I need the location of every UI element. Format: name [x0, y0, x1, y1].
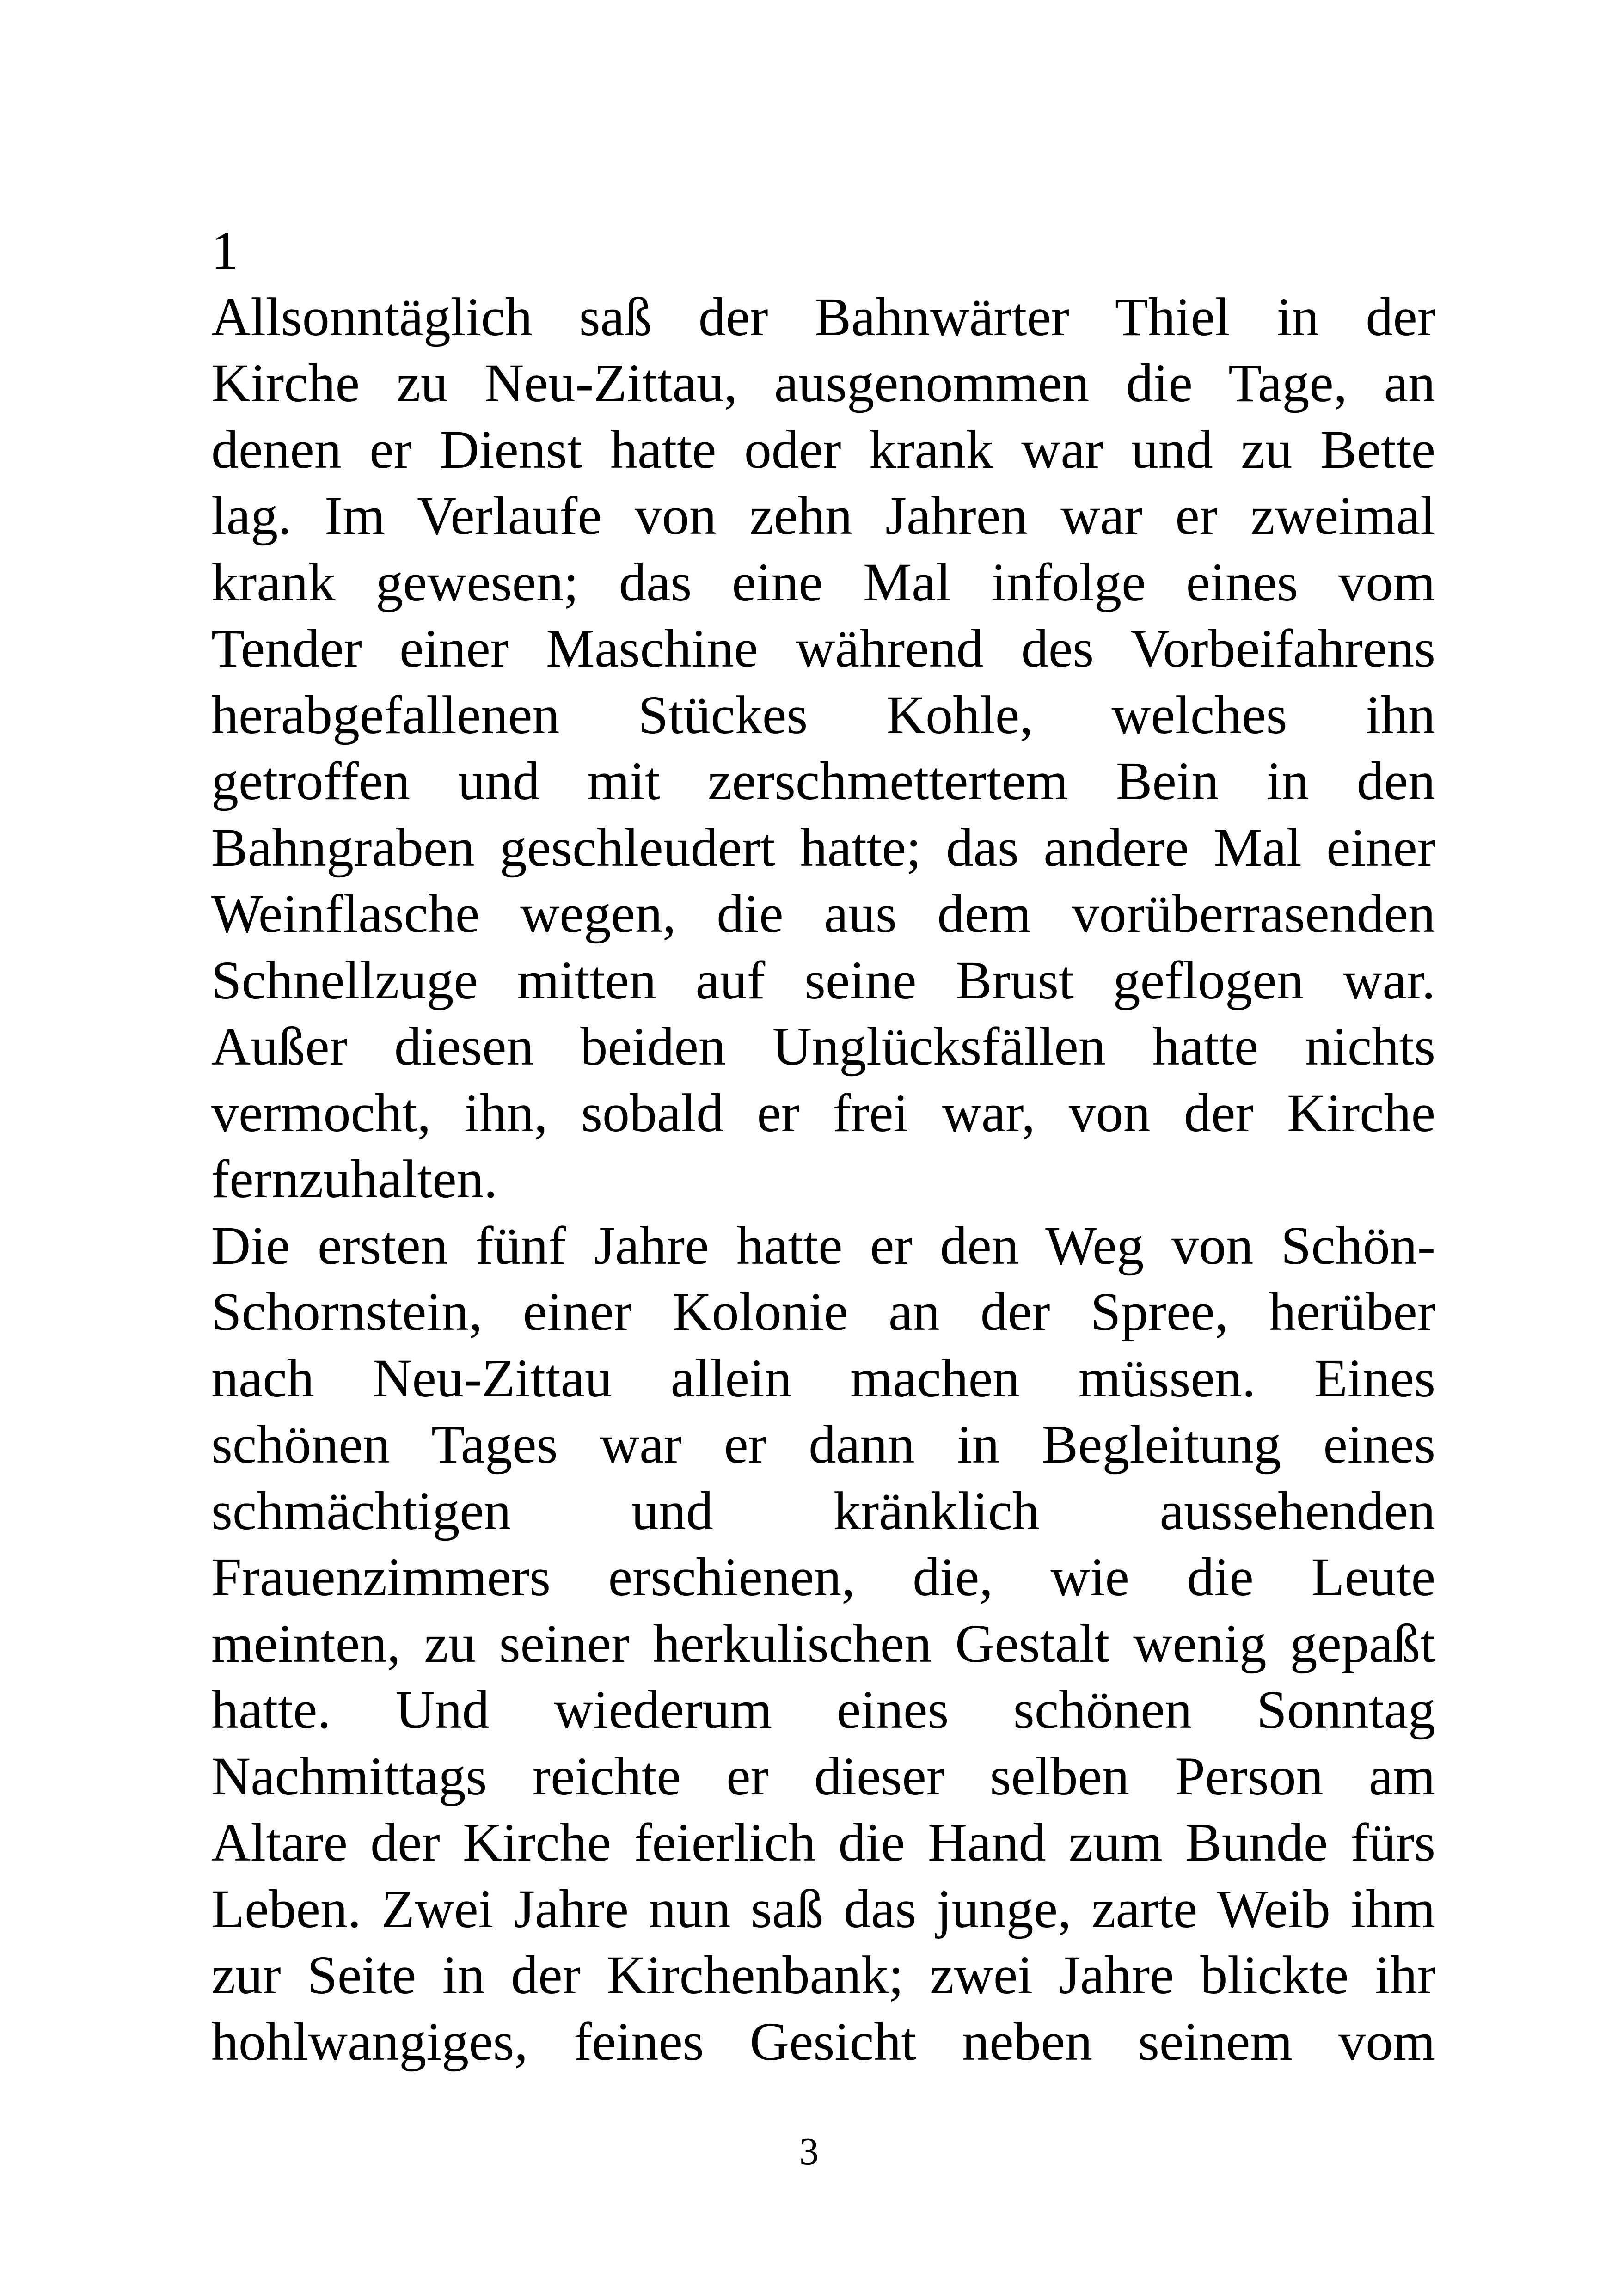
chapter-number: 1 — [211, 220, 239, 281]
text-line: Nachmittags reichte er dieser selben Person am — [211, 1745, 1435, 1806]
text-line: getroffen und mit zerschmettertem Bein in den — [211, 751, 1435, 811]
page-body — [211, 217, 1435, 2075]
text-line: denen er Dienst hatte oder krank war und zu Bette — [211, 419, 1435, 480]
text-line: Die ersten fünf Jahre hatte er den Weg von Schön- — [211, 1215, 1435, 1276]
text-line: Leben. Zwei Jahre nun saß das junge, zarte Weib ihm — [211, 1878, 1435, 1939]
text-line: schmächtigen und kränklich aussehenden — [211, 1480, 1435, 1541]
text-line: Schnellzuge mitten auf seine Brust geflogen war. — [211, 949, 1435, 1010]
text-line: Kirche zu Neu-Zittau, ausgenommen die Tage, an — [211, 353, 1435, 413]
text-line: Allsonntäglich saß der Bahnwärter Thiel in der — [211, 286, 1435, 347]
text-line: meinten, zu seiner herkulischen Gestalt wenig gepaßt — [211, 1613, 1435, 1674]
text-line: Altare der Kirche feierlich die Hand zum Bunde fürs — [211, 1812, 1435, 1873]
text-line: lag. Im Verlaufe von zehn Jahren war er zweimal — [211, 485, 1435, 546]
text-line: Schornstein, einer Kolonie an der Spree, herüber — [211, 1281, 1435, 1342]
text-line: schönen Tages war er dann in Begleitung eines — [211, 1414, 1435, 1475]
text-line: Außer diesen beiden Unglücksfällen hatte nichts — [211, 1016, 1435, 1077]
text-line: Tender einer Maschine während des Vorbeifahrens — [211, 618, 1435, 679]
text-line: zur Seite in der Kirchenbank; zwei Jahre blickte ihr — [211, 1945, 1435, 2005]
text-line: herabgefallenen Stückes Kohle, welches ihn — [211, 684, 1435, 745]
text-line: Bahngraben geschleudert hatte; das andere Mal einer — [211, 817, 1435, 878]
paragraph — [211, 284, 1435, 1212]
text-line: Frauenzimmers erschienen, die, wie die Leute — [211, 1547, 1435, 1607]
text-line: hatte. Und wiederum eines schönen Sonntag — [211, 1679, 1435, 1740]
text-line: vermocht, ihn, sobald er frei war, von der Kirche — [211, 1082, 1435, 1143]
paragraph — [211, 1212, 1435, 2075]
text-line: fernzuhalten. — [211, 1149, 498, 1209]
text-line: Weinflasche wegen, die aus dem vorüberrasenden — [211, 883, 1435, 944]
text-line: hohlwangiges, feines Gesicht neben seinem vom — [211, 2011, 1435, 2072]
page-number: 3 — [799, 2130, 819, 2173]
text-line: nach Neu-Zittau allein machen müssen. Eines — [211, 1347, 1435, 1408]
text-line: krank gewesen; das eine Mal infolge eines vom — [211, 551, 1435, 612]
